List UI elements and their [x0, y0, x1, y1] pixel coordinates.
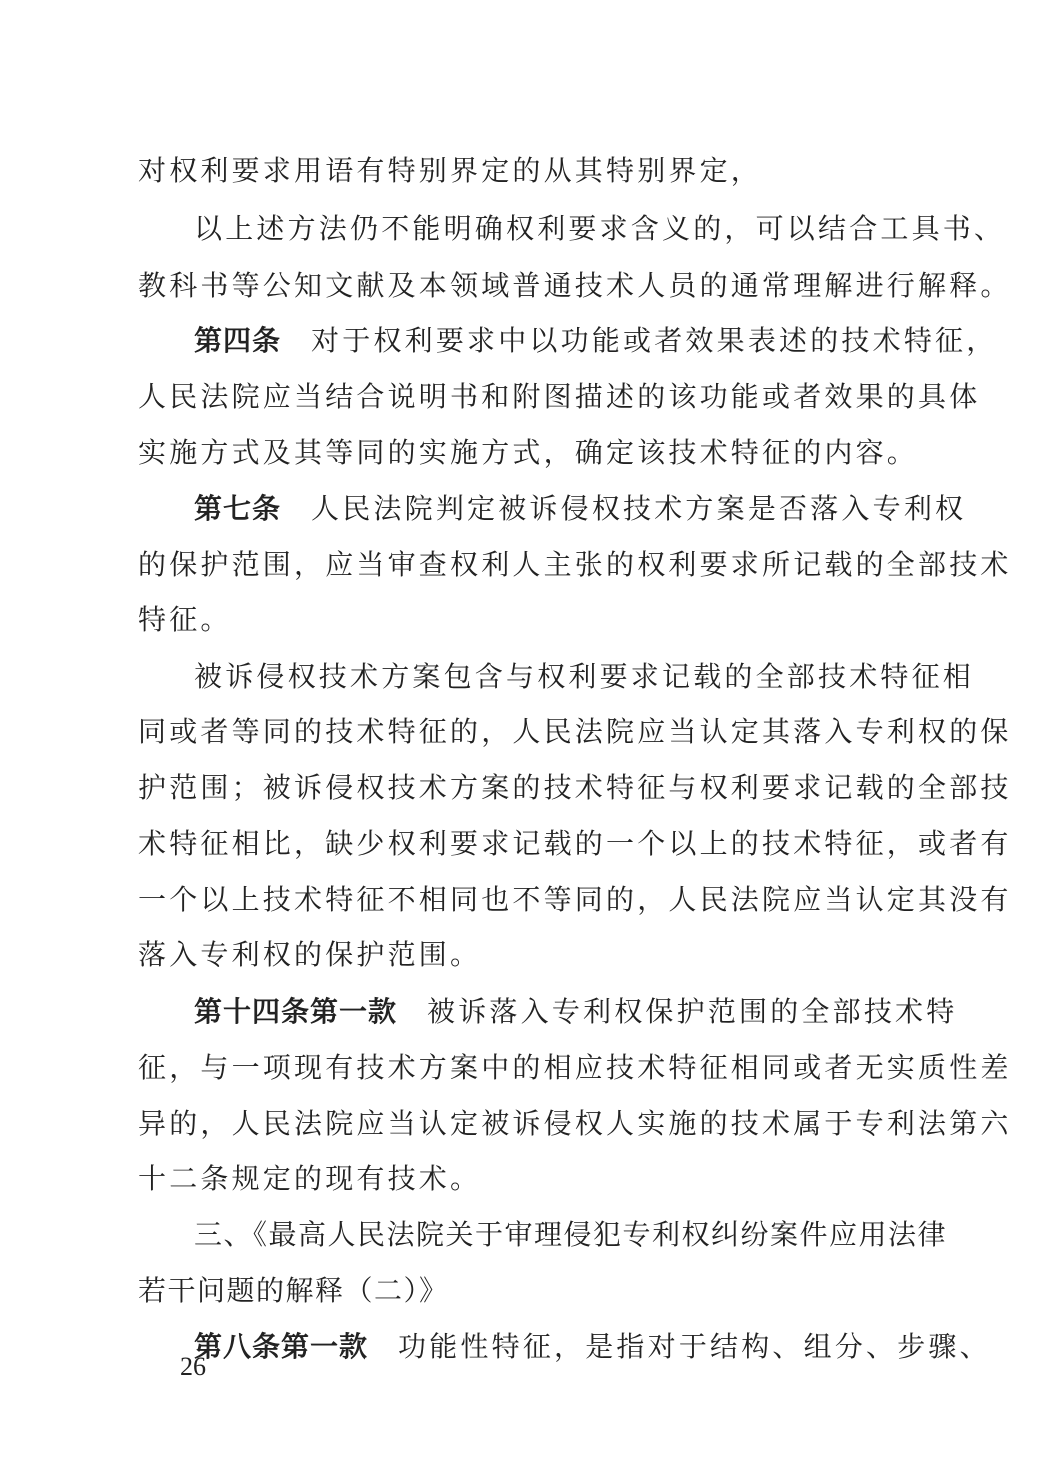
- text-line: 对权利要求用语有特别界定的从其特别界定，: [138, 154, 763, 187]
- article-7-line: [194, 489, 967, 529]
- text-line: 一个以上技术特征不相同也不等同的，人民法院应当认定其没有: [138, 883, 1012, 916]
- text-line: 人民法院应当结合说明书和附图描述的该功能或者效果的具体: [138, 380, 981, 413]
- text-line: 被诉侵权技术方案包含与权利要求记载的全部技术特征相: [194, 660, 975, 693]
- text-line: 异的，人民法院应当认定被诉侵权人实施的技术属于专利法第六: [138, 1107, 1012, 1140]
- text-span: 对于权利要求中以功能或者效果表述的技术特征，: [311, 324, 998, 357]
- section-heading: 三、《最高人民法院关于审理侵犯专利权纠纷案件应用法律: [194, 1218, 948, 1251]
- article-label: 第七条: [194, 492, 282, 525]
- text-line: 实施方式及其等同的实施方式，确定该技术特征的内容。: [138, 436, 919, 469]
- article-8-line: [194, 1327, 991, 1367]
- text-line: 落入专利权的保护范围。: [138, 938, 482, 971]
- section-heading: 若干问题的解释（二）》: [138, 1274, 449, 1307]
- article-14-line: [194, 992, 958, 1032]
- text-span: 人民法院判定被诉侵权技术方案是否落入专利权: [311, 492, 967, 525]
- text-line: 护范围；被诉侵权技术方案的技术特征与权利要求记载的全部技: [138, 771, 1012, 804]
- text-line: 教科书等公知文献及本领域普通技术人员的通常理解进行解释。: [138, 269, 1012, 302]
- text-line: 征，与一项现有技术方案中的相应技术特征相同或者无实质性差: [138, 1051, 1012, 1084]
- text-span: 功能性特征，是指对于结构、组分、步骤、: [398, 1330, 991, 1363]
- article-label: 第八条第一款: [194, 1330, 369, 1363]
- article-label: 第四条: [194, 324, 282, 357]
- text-line: 十二条规定的现有技术。: [138, 1162, 482, 1195]
- article-label: 第十四条第一款: [194, 995, 398, 1028]
- text-line: 术特征相比，缺少权利要求记载的一个以上的技术特征，或者有: [138, 827, 1012, 860]
- text-line: 特征。: [138, 603, 232, 636]
- text-line: 以上述方法仍不能明确权利要求含义的，可以结合工具书、: [194, 212, 1006, 245]
- text-span: 被诉落入专利权保护范围的全部技术特: [427, 995, 958, 1028]
- article-4-line: [194, 321, 998, 361]
- text-line: 同或者等同的技术特征的，人民法院应当认定其落入专利权的保: [138, 715, 1012, 748]
- page-number: 26: [180, 1352, 206, 1381]
- text-line: 的保护范围，应当审查权利人主张的权利要求所记载的全部技术: [138, 548, 1012, 581]
